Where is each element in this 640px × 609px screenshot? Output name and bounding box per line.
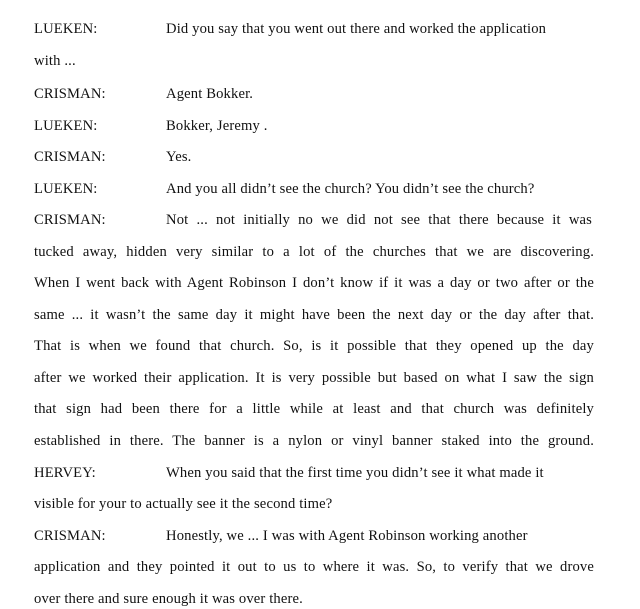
continuation-text: established in there. The banner is a nylon or vinyl banner staked into the ground. — [34, 433, 594, 449]
continuation-text: same ... it wasn’t the same day it might have been the next day or the day after that. — [34, 307, 594, 323]
speaker-label: HERVEY: — [34, 465, 96, 481]
speaker-label: CRISMAN: — [34, 212, 106, 228]
continuation-text: visible for your to actually see it the second time? — [34, 496, 333, 512]
continuation-text: over there and sure enough it was over there. — [34, 591, 303, 607]
speaker-label: CRISMAN: — [34, 149, 106, 165]
statement-text: And you all didn’t see the church? You didn’t see the church? — [166, 181, 535, 197]
speaker-label: CRISMAN: — [34, 528, 106, 544]
statement-text: Agent Bokker. — [166, 86, 254, 102]
statement-text: Not ... not initially no we did not see that there because it was — [166, 212, 592, 228]
statement-text: Bokker, Jeremy . — [166, 118, 268, 134]
continuation-text: application and they pointed it out to us to where it was. So, to verify that we drove — [34, 559, 594, 575]
continuation-text: That is when we found that church. So, is it possible that they opened up the day — [34, 338, 594, 354]
statement-text: When you said that the first time you didn’t see it what made it — [166, 465, 544, 481]
continuation-text: When I went back with Agent Robinson I don’t know if it was a day or two after or the — [34, 275, 594, 291]
statement-text: Honestly, we ... I was with Agent Robinson working another — [166, 528, 528, 544]
statement-text: Yes. — [166, 149, 192, 165]
continuation-text: that sign had been there for a little while at least and that church was definitely — [34, 401, 594, 417]
speaker-label: LUEKEN: — [34, 181, 98, 197]
continuation-text: with ... — [34, 53, 76, 69]
speaker-label: LUEKEN: — [34, 21, 98, 37]
statement-text: Did you say that you went out there and worked the application — [166, 21, 547, 37]
speaker-label: LUEKEN: — [34, 118, 98, 134]
continuation-text: after we worked their application. It is very possible but based on what I saw the sign — [34, 370, 594, 386]
continuation-text: tucked away, hidden very similar to a lot of the churches that we are discovering. — [34, 244, 594, 260]
speaker-label: CRISMAN: — [34, 86, 106, 102]
